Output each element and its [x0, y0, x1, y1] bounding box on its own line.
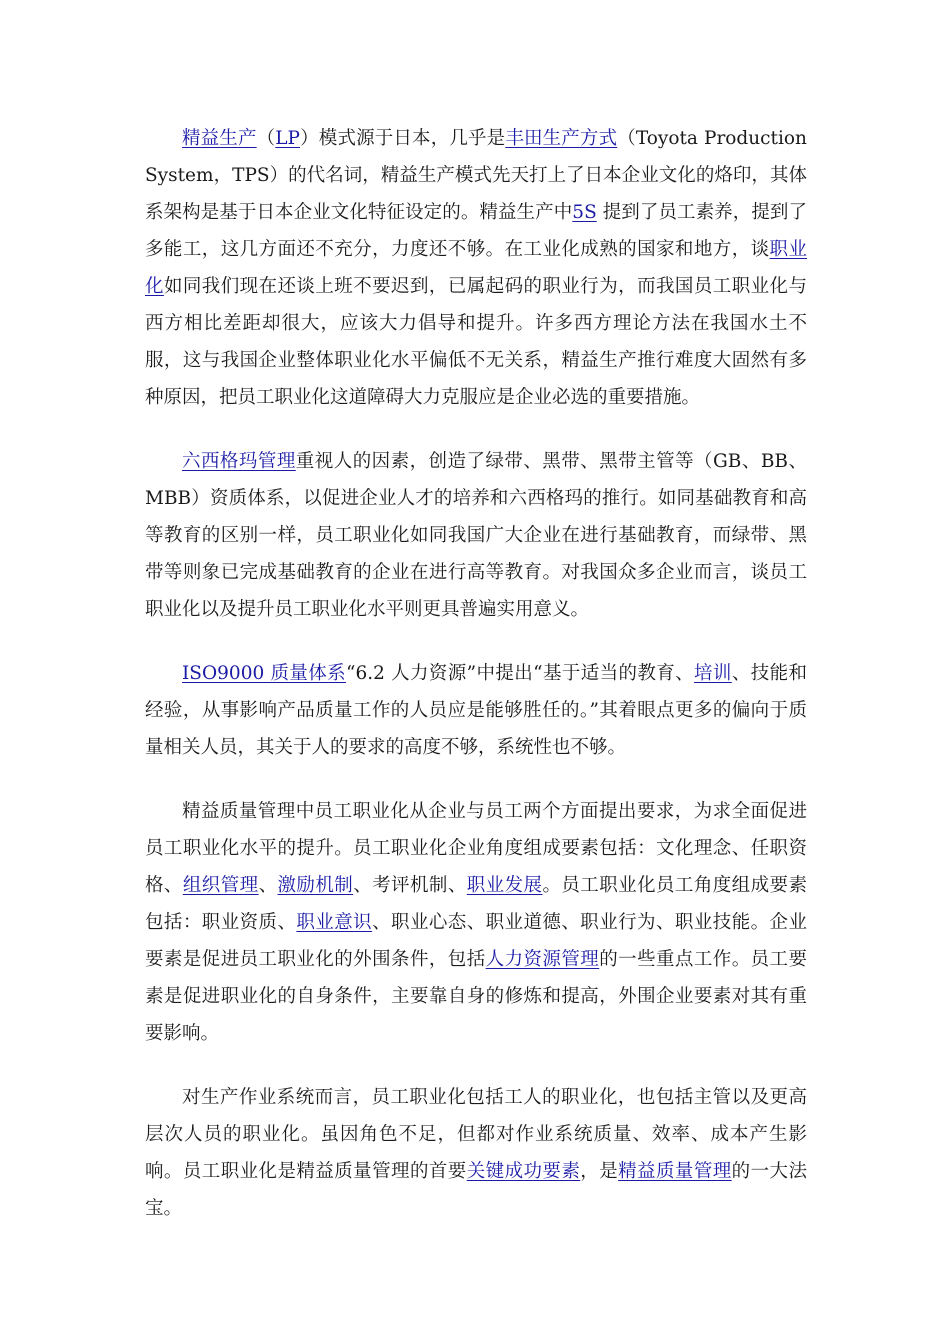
- inline-link[interactable]: 六西格玛管理: [182, 451, 296, 472]
- paragraph-text: 、考评机制、: [353, 875, 467, 896]
- inline-link[interactable]: 职业发展: [466, 875, 543, 896]
- paragraph-text: 、: [258, 875, 278, 896]
- paragraph-text: 重视人的因素，创造了绿带、黑带、黑带主管等（GB、BB、MBB）资质体系，以促进企业人才的培养和六西格玛的推行。如同基础教育和高等教育的区别一样，员工职业化如同我国广大企业在进行基础教育，而绿带、黑带等则象已完成基础教育的企业在进行高等教育。对我国众多企业而言，谈员工职业化以及提升员工职业化水平则更具普遍实用意义。: [145, 451, 807, 620]
- paragraph-text: 如同我们现在还谈上班不要迟到，已属起码的职业行为，而我国员工职业化与西方相比差距却很大，应该大力倡导和提升。许多西方理论方法在我国水土不服，这与我国企业整体职业化水平偏低不无关系，精益生产推行难度大固然有多种原因，把员工职业化这道障碍大力克服应是企业必选的重要措施。: [145, 276, 807, 408]
- paragraph-text: 、技能和经验，从事影响产品质量工作的人员应是能够胜任的。”其着眼点更多的偏向于质量相关人员，其关于人的要求的高度不够，系统性也不够。: [145, 663, 807, 758]
- paragraph-text: 。员工职业化员工角度组成要素包括：职业资质、: [145, 875, 807, 933]
- paragraph-text: “6.2 人力资源”中提出“基于适当的教育、: [346, 663, 695, 684]
- inline-link[interactable]: 精益生产: [182, 128, 257, 149]
- paragraph-text: ）模式源于日本，几乎是: [300, 128, 506, 149]
- inline-link[interactable]: 丰田生产方式: [505, 128, 618, 149]
- paragraph-4: [145, 793, 807, 1052]
- paragraph-text: 、职业心态、职业道德、职业行为、职业技能。企业要素是促进员工职业化的外围条件，包括: [145, 912, 807, 970]
- paragraph-text: 提到了员工素养，提到了多能工，这几方面还不充分，力度还不够。在工业化成熟的国家和地方，谈: [145, 202, 807, 260]
- paragraph-text: 的一大法宝。: [145, 1161, 807, 1219]
- inline-link[interactable]: 职业化: [145, 239, 807, 297]
- inline-link[interactable]: 关键成功要素: [466, 1161, 581, 1182]
- paragraph-text: ，是: [580, 1161, 619, 1182]
- paragraph-2: [145, 443, 807, 628]
- paragraph-5: [145, 1079, 807, 1227]
- paragraph-text: 的一些重点工作。员工要素是促进职业化的自身条件，主要靠自身的修炼和提高，外围企业要素对其有重要影响。: [145, 949, 807, 1044]
- paragraph-text: 精益质量管理中员工职业化从企业与员工两个方面提出要求，为求全面促进员工职业化水平的提升。员工职业化企业角度组成要素包括：文化理念、任职资格、: [145, 801, 807, 896]
- paragraph-3: [145, 655, 807, 766]
- article-body: [145, 120, 807, 1254]
- paragraph-text: 对生产作业系统而言，员工职业化包括工人的职业化，也包括主管以及更高层次人员的职业化。虽因角色不足，但都对作业系统质量、效率、成本产生影响。员工职业化是精益质量管理的首要: [145, 1087, 807, 1182]
- inline-link[interactable]: 培训: [694, 663, 732, 684]
- inline-link[interactable]: 5S: [572, 202, 597, 223]
- paragraph-text: （Toyota Production System，TPS）的代名词，精益生产模式先天打上了日本企业文化的烙印，其体系架构是基于日本企业文化特征设定的。精益生产中: [145, 128, 807, 223]
- inline-link[interactable]: 激励机制: [277, 875, 354, 896]
- inline-link[interactable]: ISO9000 质量体系: [182, 663, 347, 684]
- inline-link[interactable]: 精益质量管理: [618, 1161, 732, 1182]
- inline-link[interactable]: 组织管理: [182, 875, 259, 896]
- paragraph-text: （: [256, 128, 276, 149]
- paragraph-1: [145, 120, 807, 416]
- inline-link[interactable]: LP: [275, 128, 300, 149]
- inline-link[interactable]: 人力资源管理: [485, 949, 600, 970]
- inline-link[interactable]: 职业意识: [296, 912, 373, 933]
